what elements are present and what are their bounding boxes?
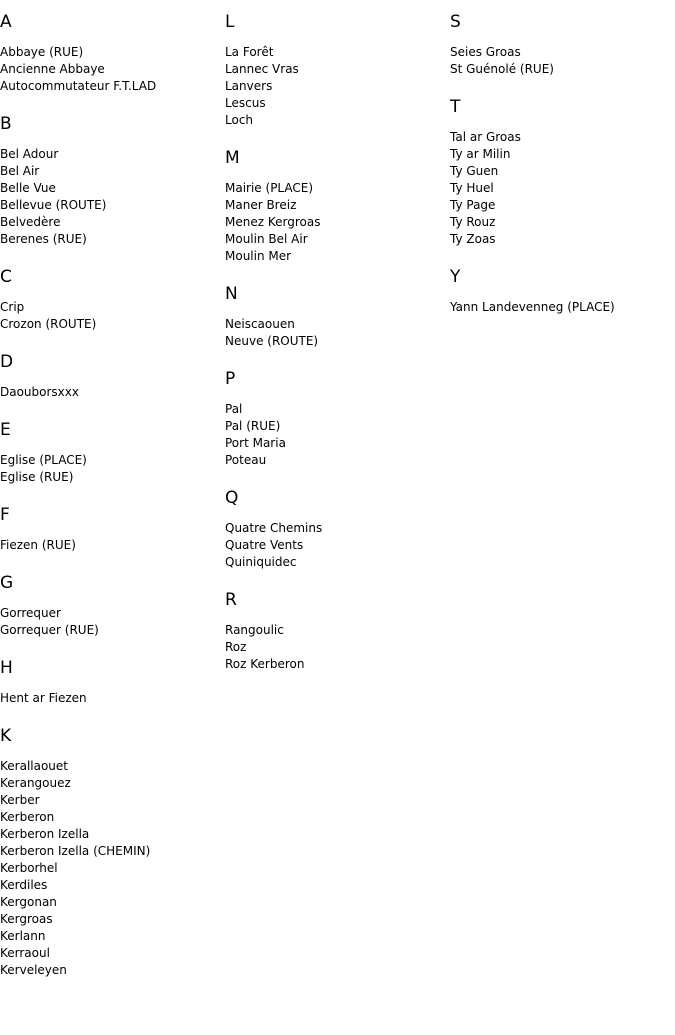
street-link[interactable]: Gorrequer (RUE) [0, 623, 99, 637]
street-link[interactable]: Crozon (ROUTE) [0, 317, 97, 331]
letter-group-g [0, 571, 225, 639]
street-link[interactable]: Kerdiles [0, 878, 48, 892]
street-link[interactable]: Ty Huel [450, 181, 494, 195]
street-link[interactable]: Kerberon Izella [0, 827, 90, 841]
street-link[interactable]: Menez Kergroas [225, 215, 321, 229]
street-link[interactable]: Bel Air [0, 164, 40, 178]
letter-heading: B [0, 114, 12, 134]
letter-group-k [0, 724, 225, 979]
street-list [0, 146, 225, 248]
street-link[interactable]: Mairie (PLACE) [225, 181, 314, 195]
street-link[interactable]: Hent ar Fiezen [0, 691, 87, 705]
street-link[interactable]: Ty Rouz [450, 215, 496, 229]
street-list [225, 180, 450, 265]
letter-heading: G [0, 573, 14, 593]
street-list [0, 384, 225, 401]
street-link[interactable]: Lannec Vras [225, 62, 299, 76]
letter-group-y [450, 265, 675, 316]
letter-group-t [450, 95, 675, 248]
street-link[interactable]: Moulin Mer [225, 249, 292, 263]
street-link[interactable]: Roz Kerberon [225, 657, 305, 671]
street-link[interactable]: Kerraoul [0, 946, 50, 960]
letter-heading: H [0, 658, 13, 678]
street-link[interactable]: Abbaye (RUE) [0, 45, 84, 59]
letter-group-a [0, 10, 225, 95]
street-link[interactable]: Kerberon [0, 810, 55, 824]
letter-group-b [0, 112, 225, 248]
letter-group-e [0, 418, 225, 486]
letter-heading: E [0, 420, 11, 440]
street-list [450, 129, 675, 248]
street-link[interactable]: Lanvers [225, 79, 273, 93]
street-link[interactable]: Kerber [0, 793, 40, 807]
street-list [0, 299, 225, 333]
street-link[interactable]: Crip [0, 300, 25, 314]
street-link[interactable]: Tal ar Groas [450, 130, 521, 144]
street-link[interactable]: Belvedère [0, 215, 61, 229]
street-link[interactable]: Loch [225, 113, 254, 127]
street-link[interactable]: Rangoulic [225, 623, 284, 637]
letter-heading: N [225, 284, 238, 304]
street-link[interactable]: Moulin Bel Air [225, 232, 308, 246]
letter-heading: A [0, 12, 12, 32]
street-link[interactable]: Quatre Chemins [225, 521, 323, 535]
street-index-column-3 [450, 10, 675, 333]
street-list [225, 520, 450, 571]
street-link[interactable]: Gorrequer [0, 606, 61, 620]
street-link[interactable]: Kerborhel [0, 861, 58, 875]
street-link[interactable]: Daouborsxxx [0, 385, 79, 399]
street-link[interactable]: Yann Landevenneg (PLACE) [450, 300, 615, 314]
letter-heading: F [0, 505, 10, 525]
street-list [450, 299, 675, 316]
street-link[interactable]: Belle Vue [0, 181, 56, 195]
street-link[interactable]: Pal (RUE) [225, 419, 281, 433]
letter-group-q [225, 486, 450, 571]
street-link[interactable]: Ty Guen [450, 164, 499, 178]
street-link[interactable]: Roz [225, 640, 247, 654]
letter-heading: D [0, 352, 14, 372]
letter-group-h [0, 656, 225, 707]
letter-group-s [450, 10, 675, 78]
street-index-column-2 [225, 10, 450, 690]
street-link[interactable]: Kergonan [0, 895, 57, 909]
street-list [0, 690, 225, 707]
street-link[interactable]: Fiezen (RUE) [0, 538, 76, 552]
street-link[interactable]: Berenes (RUE) [0, 232, 87, 246]
street-link[interactable]: Kerlann [0, 929, 46, 943]
street-link[interactable]: Autocommutateur F.T.LAD [0, 79, 157, 93]
street-list [0, 758, 225, 979]
letter-heading: M [225, 148, 240, 168]
street-link[interactable]: Kerberon Izella (CHEMIN) [0, 844, 151, 858]
letter-group-l [225, 10, 450, 129]
street-link[interactable]: Kerallaouet [0, 759, 68, 773]
letter-group-c [0, 265, 225, 333]
street-link[interactable]: Ty Zoas [450, 232, 496, 246]
street-link[interactable]: Maner Breiz [225, 198, 297, 212]
street-link[interactable]: Neiscaouen [225, 317, 295, 331]
street-index-column-1 [0, 10, 225, 996]
street-link[interactable]: Poteau [225, 453, 267, 467]
street-link[interactable]: Neuve (ROUTE) [225, 334, 319, 348]
street-link[interactable]: Quiniquidec [225, 555, 297, 569]
street-link[interactable]: Quatre Vents [225, 538, 304, 552]
street-link[interactable]: Ty ar Milin [450, 147, 511, 161]
street-link[interactable]: Eglise (RUE) [0, 470, 74, 484]
letter-group-d [0, 350, 225, 401]
letter-heading: L [225, 12, 235, 32]
letter-group-m [225, 146, 450, 265]
street-link[interactable]: Bellevue (ROUTE) [0, 198, 107, 212]
street-link[interactable]: Kerveleyen [0, 963, 67, 977]
street-link[interactable]: Pal [225, 402, 243, 416]
street-link[interactable]: Bel Adour [0, 147, 59, 161]
street-list [450, 44, 675, 78]
street-list [0, 537, 225, 554]
street-link[interactable]: Eglise (PLACE) [0, 453, 87, 467]
street-link[interactable]: Lescus [225, 96, 266, 110]
letter-heading: R [225, 590, 237, 610]
street-link[interactable]: Kergroas [0, 912, 53, 926]
letter-group-n [225, 282, 450, 350]
letter-heading: T [450, 97, 461, 117]
letter-group-f [0, 503, 225, 554]
street-link[interactable]: Ancienne Abbaye [0, 62, 105, 76]
letter-group-p [225, 367, 450, 469]
street-list [225, 44, 450, 129]
street-list [0, 605, 225, 639]
letter-heading: P [225, 369, 236, 389]
letter-heading: S [450, 12, 461, 32]
street-link[interactable]: La Forêt [225, 45, 274, 59]
street-link[interactable]: Port Maria [225, 436, 286, 450]
letter-heading: Y [450, 267, 461, 287]
street-link[interactable]: Seies Groas [450, 45, 521, 59]
letter-heading: C [0, 267, 12, 287]
street-list [225, 622, 450, 673]
street-list [0, 452, 225, 486]
street-list [0, 44, 225, 95]
letter-heading: Q [225, 488, 239, 508]
street-list [225, 401, 450, 469]
street-link[interactable]: Ty Page [450, 198, 496, 212]
street-link[interactable]: Kerangouez [0, 776, 71, 790]
street-list [225, 316, 450, 350]
street-link[interactable]: St Guénolé (RUE) [450, 62, 554, 76]
letter-heading: K [0, 726, 12, 746]
letter-group-r [225, 588, 450, 673]
